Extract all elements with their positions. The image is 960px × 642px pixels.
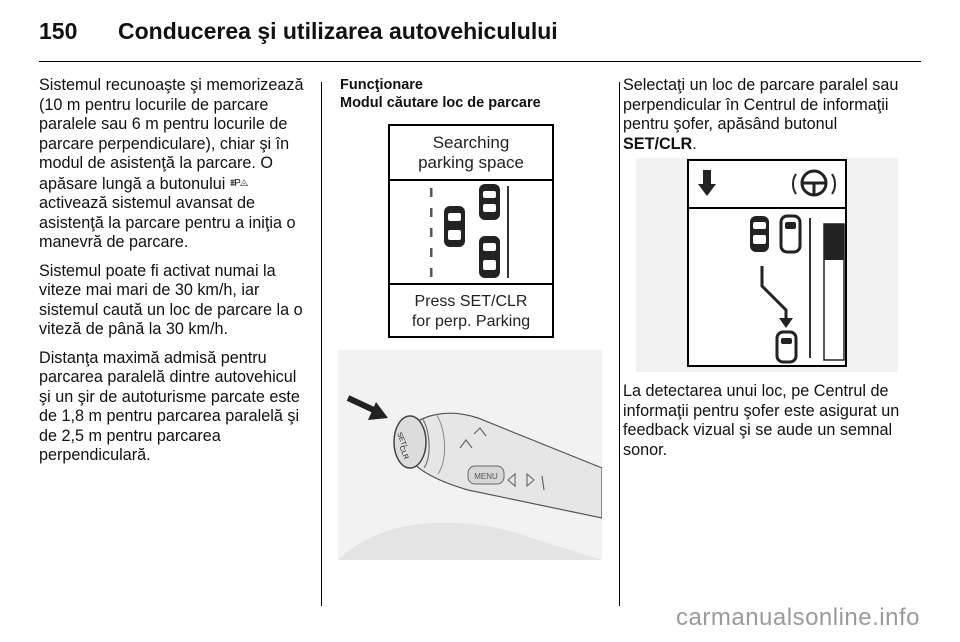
own-car-icon <box>444 206 465 247</box>
set-clr-line-2: CLR <box>397 445 410 461</box>
steering-stalk-figure <box>338 350 602 560</box>
set-clr-label: SET/CLR <box>623 134 693 153</box>
searching-display-figure <box>388 124 554 338</box>
subsection-heading: Modul căutare loc de parcare <box>340 95 541 111</box>
column-divider-1 <box>321 82 322 606</box>
column-2 <box>340 76 605 112</box>
paragraph-1-text-a: Sistemul recunoaşte şi memorizează (10 m pentru locurile de parcare paralele sau 6 m pentru locurile de parcare perpendiculare), chiar şi în modul de asistenţă la parcare. O apăsare lungă a butonului <box>39 76 304 193</box>
set-clr-line-1: SET/ <box>395 431 408 449</box>
parked-car-left-icon <box>750 216 769 252</box>
column-divider-2 <box>619 82 620 606</box>
display-top-line-2: parking space <box>418 153 524 172</box>
paragraph-4-text-a: Selectaţi un loc de parcare paralel sau perpendicular în Centrul de informaţii pentru şofer, apăsând butonul <box>623 76 899 133</box>
curb-line <box>507 186 509 278</box>
park-assist-icon: ⩩P◬ <box>229 177 248 189</box>
page-header <box>39 10 921 60</box>
page-title: Conducerea şi utilizarea autovehiculului <box>118 18 558 44</box>
column-1 <box>39 76 309 475</box>
section-heading: Funcţionare <box>340 77 423 93</box>
paragraph-1 <box>39 76 309 253</box>
header-rule <box>39 61 921 62</box>
watermark: carmanualsonline.info <box>676 604 920 631</box>
column-3 <box>623 76 908 163</box>
parking-slot-display-figure <box>636 158 898 372</box>
page-number: 150 <box>39 18 78 44</box>
curb-line-2 <box>809 218 811 358</box>
column-3-lower <box>623 382 908 469</box>
distance-bar-fill <box>824 224 844 260</box>
paragraph-4-text-b: . <box>692 134 697 153</box>
display-bottom-line-1: Press SET/CLR <box>414 293 528 310</box>
parked-car-bottom-icon <box>479 236 500 278</box>
paragraph-4 <box>623 76 908 154</box>
paragraph-2: Sistemul poate fi activat numai la viteze mai mari de 30 km/h, iar sistemul caută un loc de parcare la o viteză de până la 30 km/h. <box>39 261 303 338</box>
display-top-line-1: Searching <box>432 133 510 152</box>
paragraph-1-text-b: activează sistemul avansat de asistenţă la parcare pentru a iniţia o manevră de parcare. <box>39 194 296 251</box>
display-bottom-line-2: for perp. Parking <box>411 313 531 330</box>
paragraph-5: La detectarea unui loc, pe Centrul de informaţii pentru şofer este asigurat un feedback vizual şi se aude un semnal sonor. <box>623 382 900 459</box>
paragraph-3: Distanţa maximă admisă pentru parcarea paralelă dintre autovehicul şi un şir de autoturisme parcate este de 1,8 m pentru parcarea paralelă şi de 2,5 m pentru parcarea perpendiculară. <box>39 348 300 464</box>
menu-label: MENU <box>474 472 498 481</box>
parked-car-top-icon <box>479 184 500 220</box>
